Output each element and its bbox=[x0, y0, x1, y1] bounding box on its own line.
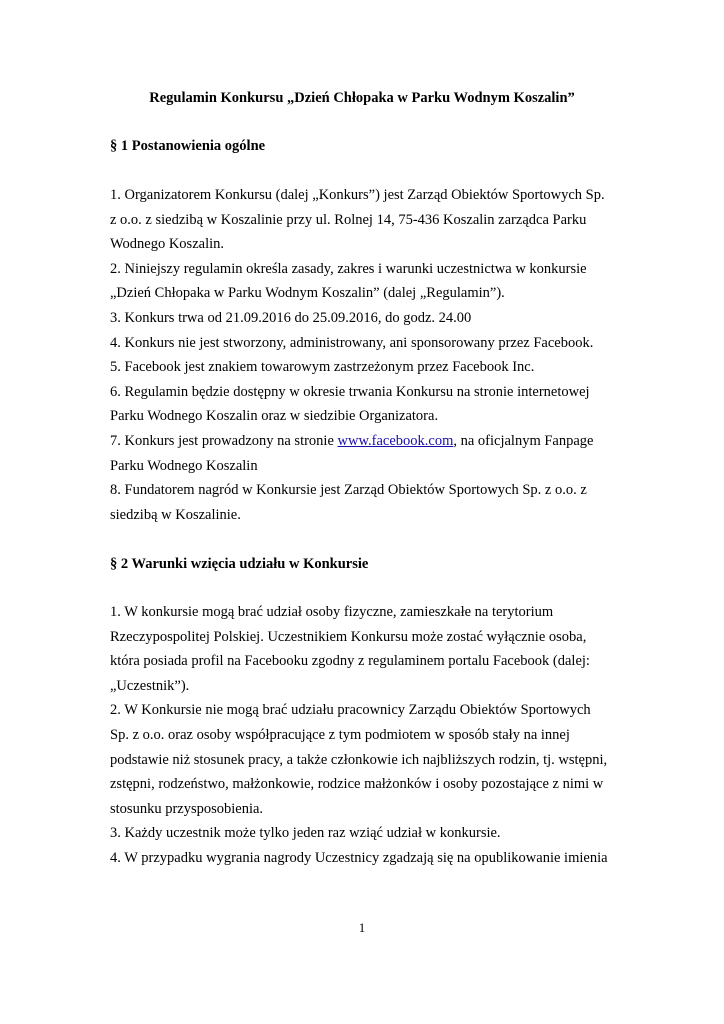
section-1-body bbox=[110, 183, 630, 527]
paragraph-line: 5. Facebook jest znakiem towarowym zastrzeżonym przez Facebook Inc. bbox=[110, 359, 535, 376]
paragraph-line: 8. Fundatorem nagród w Konkursie jest Zarząd Obiektów Sportowych Sp. z o.o. z bbox=[110, 482, 587, 499]
paragraph-line: 4. W przypadku wygrania nagrody Uczestnicy zgadzają się na opublikowanie imienia bbox=[110, 849, 608, 866]
link-line-prefix: 7. Konkurs jest prowadzony na stronie bbox=[110, 432, 338, 449]
paragraph-line: Parku Wodnego Koszalin bbox=[110, 457, 258, 474]
paragraph-line: „Uczestnik”). bbox=[110, 677, 190, 694]
document-title: Regulamin Konkursu „Dzień Chłopaka w Parku Wodnym Koszalin” bbox=[149, 90, 575, 106]
paragraph-line: Wodnego Koszalin. bbox=[110, 236, 225, 253]
paragraph-line: Parku Wodnego Koszalin oraz w siedzibie Organizatora. bbox=[110, 408, 439, 425]
link-line-suffix: , na oficjalnym Fanpage bbox=[453, 432, 594, 449]
paragraph-line: Sp. z o.o. oraz osoby współpracujące z tym podmiotem w sposób stały na innej bbox=[110, 726, 570, 743]
paragraph-line: 3. Każdy uczestnik może tylko jeden raz wziąć udział w konkursie. bbox=[110, 825, 501, 842]
paragraph-line-with-link bbox=[110, 429, 630, 454]
page-number: 1 bbox=[358, 920, 366, 935]
paragraph-line: 6. Regulamin będzie dostępny w okresie trwania Konkursu na stronie internetowej bbox=[110, 383, 590, 400]
section-2-heading: § 2 Warunki wzięcia udziału w Konkursie bbox=[110, 556, 369, 572]
paragraph-line: 2. W Konkursie nie mogą brać udziału pracownicy Zarządu Obiektów Sportowych bbox=[110, 702, 591, 719]
paragraph-line: stosunku przysposobienia. bbox=[110, 800, 264, 817]
paragraph-line: 1. Organizatorem Konkursu (dalej „Konkurs”) jest Zarząd Obiektów Sportowych Sp. bbox=[110, 187, 605, 203]
paragraph-line: „Dzień Chłopaka w Parku Wodnym Koszalin” (dalej „Regulamin”). bbox=[110, 285, 505, 302]
paragraph-line: 2. Niniejszy regulamin określa zasady, zakres i warunki uczestnictwa w konkursie bbox=[110, 260, 587, 277]
section-1-heading: § 1 Postanowienia ogólne bbox=[110, 138, 266, 154]
facebook-link[interactable]: www.facebook.com bbox=[337, 432, 454, 449]
section-2-body bbox=[110, 600, 630, 871]
paragraph-line: Rzeczypospolitej Polskiej. Uczestnikiem Konkursu może zostać wyłącznie osoba, bbox=[110, 628, 587, 645]
paragraph-line: podstawie niż stosunek pracy, a także członkowie ich najbliższych rodzin, tj. wstępni, bbox=[110, 751, 608, 768]
paragraph-line: 3. Konkurs trwa od 21.09.2016 do 25.09.2016, do godz. 24.00 bbox=[110, 309, 472, 326]
paragraph-line: z o.o. z siedzibą w Koszalinie przy ul. Rolnej 14, 75-436 Koszalin zarządca Parku bbox=[110, 211, 587, 228]
paragraph-line: która posiada profil na Facebooku zgodny z regulaminem portalu Facebook (dalej: bbox=[110, 653, 590, 670]
paragraph-line: 1. W konkursie mogą brać udział osoby fizyczne, zamieszkałe na terytorium bbox=[110, 604, 554, 620]
paragraph-line: siedzibą w Koszalinie. bbox=[110, 506, 241, 523]
paragraph-line: 4. Konkurs nie jest stworzony, administrowany, ani sponsorowany przez Facebook. bbox=[110, 334, 594, 351]
paragraph-line: zstępni, rodzeństwo, małżonkowie, rodzice małżonków i osoby pozostające z nimi w bbox=[110, 776, 604, 793]
